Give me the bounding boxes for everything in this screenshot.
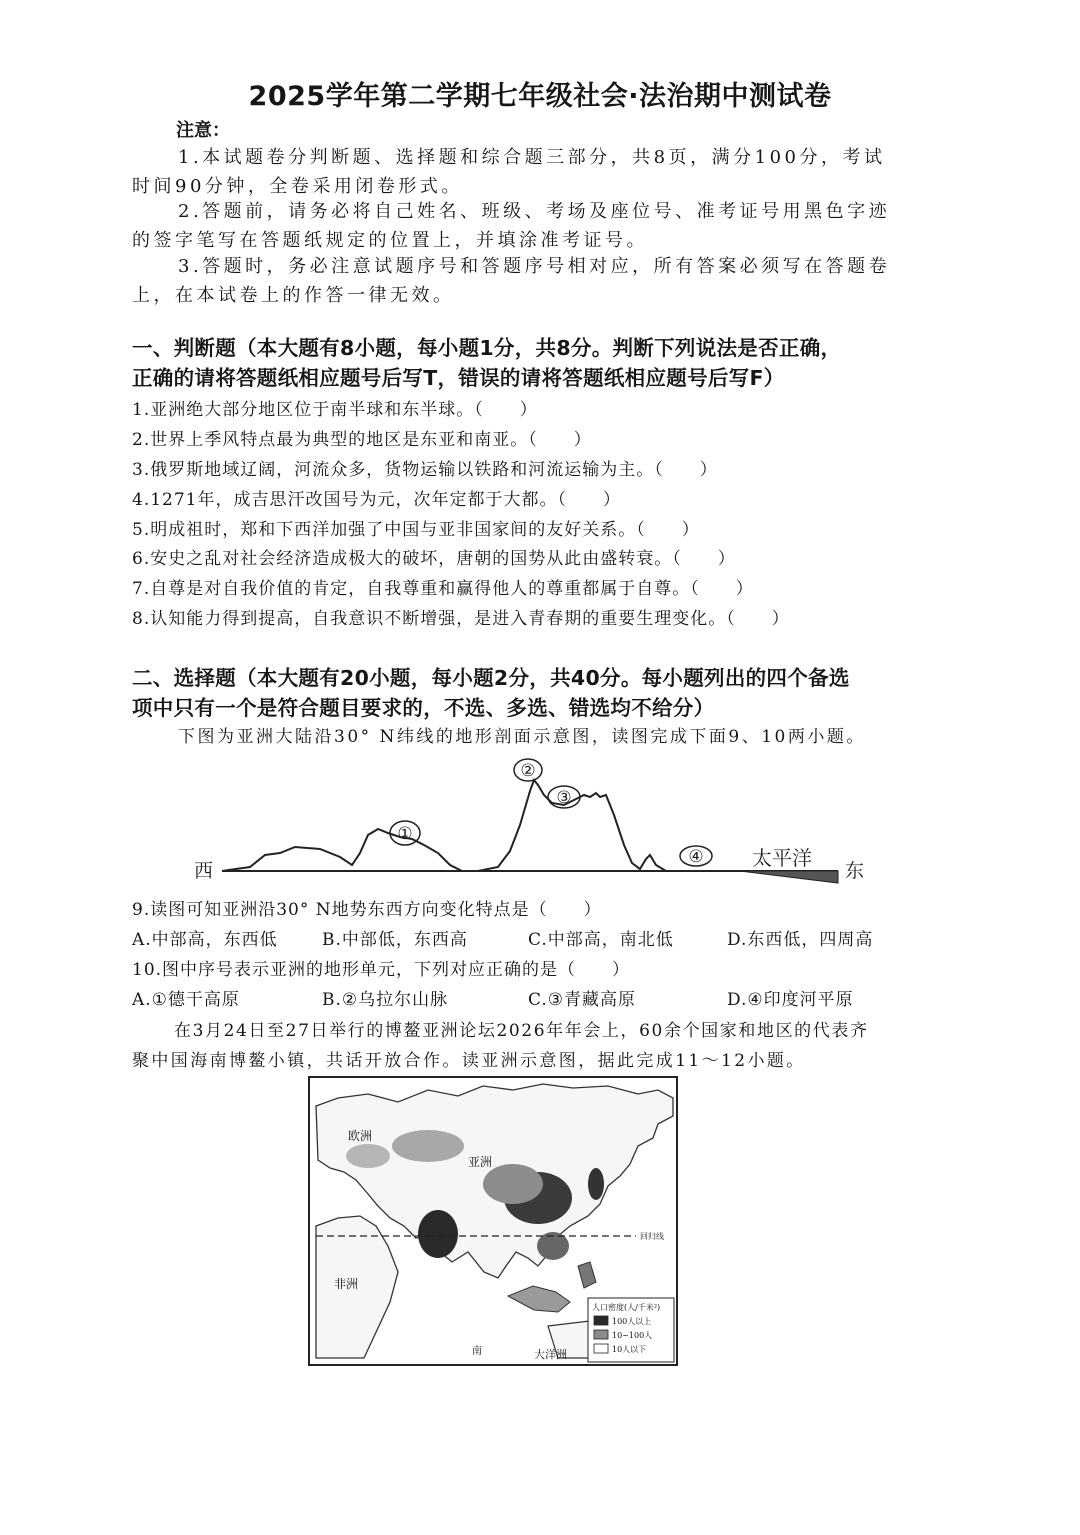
legend-swatch-low <box>594 1344 608 1353</box>
marker-2: ② <box>520 761 536 781</box>
q9-option-b: B.中部低，东西高 <box>322 930 468 950</box>
notice-line-2: 时间90分钟，全卷采用闭卷形式。 <box>132 176 463 197</box>
japan-dense <box>588 1168 604 1200</box>
question-5: 5.明成祖时，郑和下西洋加强了中国与亚非国家间的友好关系。（ ） <box>132 520 700 540</box>
q10-option-b: B.②乌拉尔山脉 <box>322 990 449 1010</box>
question-3: 3.俄罗斯地域辽阔，河流众多，货物运输以铁路和河流运输为主。（ ） <box>132 460 718 480</box>
question-8: 8.认知能力得到提高，自我意识不断增强，是进入青春期的重要生理变化。（ ） <box>132 609 790 629</box>
legend-title: 人口密度(人/千米²) <box>592 1303 661 1312</box>
legend-swatch-high <box>594 1316 608 1325</box>
notice-heading: 注意： <box>176 120 230 141</box>
legend-item-low: 10人以下 <box>612 1345 647 1354</box>
notice-line-6: 上，在本试卷上的作答一律无效。 <box>132 285 455 306</box>
q9-option-a: A.中部高，东西低 <box>132 930 278 950</box>
q9-option-c: C.中部高，南北低 <box>528 930 674 950</box>
question-9: 9.读图可知亚洲沿30° N地势东西方向变化特点是（ ） <box>132 900 602 920</box>
label-bottom-left: 南 <box>472 1346 482 1357</box>
section1-heading-line1: 一、判断题（本大题有8小题，每小题1分，共8分。判断下列说法是否正确， <box>132 336 842 360</box>
central-asia-medium <box>392 1130 464 1162</box>
west-asia-light <box>346 1144 390 1168</box>
label-africa: 非洲 <box>334 1277 359 1291</box>
east-label: 东 <box>845 860 865 882</box>
marker-1: ① <box>397 824 413 844</box>
question-6: 6.安史之乱对社会经济造成极大的破坏，唐朝的国势从此由盛转衰。（ ） <box>132 549 736 569</box>
china-medium <box>483 1164 543 1204</box>
marker-4: ④ <box>688 847 704 867</box>
india-dense <box>418 1210 458 1258</box>
q10-option-d: D.④印度河平原 <box>727 990 854 1010</box>
marker-3: ③ <box>556 788 572 808</box>
section2-intro-2-line2: 聚中国海南博鳌小镇，共话开放合作。读亚洲示意图，据此完成11～12小题。 <box>132 1051 806 1071</box>
section2-heading-line2: 项中只有一个是符合题目要求的，不选、多选、错选均不给分） <box>132 696 715 720</box>
section2-heading-line1: 二、选择题（本大题有20小题，每小题2分，共40分。每小题列出的四个备选 <box>132 666 850 690</box>
asia-population-map <box>308 1076 680 1368</box>
notice-line-5: 3.答题时，务必注意试题序号和答题序号相对应，所有答案必须写在答题卷 <box>178 256 891 277</box>
question-2: 2.世界上季风特点最为典型的地区是东亚和南亚。（ ） <box>132 430 592 450</box>
page-title: 2025学年第二学期七年级社会·法治期中测试卷 <box>248 81 832 112</box>
legend-item-high: 100人以上 <box>612 1317 652 1326</box>
question-10: 10.图中序号表示亚洲的地形单元，下列对应正确的是（ ） <box>132 960 631 980</box>
label-europe: 欧洲 <box>348 1129 373 1143</box>
notice-line-1: 1.本试题卷分判断题、选择题和综合题三部分，共8页，满分100分，考试 <box>178 147 886 168</box>
q9-option-d: D.东西低，四周高 <box>727 930 874 950</box>
question-1: 1.亚洲绝大部分地区位于南半球和东半球。（ ） <box>132 400 538 420</box>
label-oceania: 大洋洲 <box>534 1348 567 1361</box>
terrain-profile-diagram <box>180 755 900 890</box>
west-label: 西 <box>194 860 214 882</box>
ocean-slope <box>740 871 838 883</box>
question-7: 7.自尊是对自我价值的肯定，自我尊重和赢得他人的尊重都属于自尊。（ ） <box>132 579 754 599</box>
notice-line-3: 2.答题前，请务必将自己姓名、班级、考场及座位号、准考证号用黑色字迹 <box>178 201 891 222</box>
question-4: 4.1271年，成吉思汗改国号为元，次年定都于大都。（ ） <box>132 490 621 510</box>
tropic-label: 回归线 <box>640 1232 664 1241</box>
pacific-label: 太平洋 <box>752 846 812 870</box>
section2-intro-2-line1: 在3月24日至27日举行的博鳌亚洲论坛2026年年会上，60余个国家和地区的代表齐 <box>174 1021 869 1041</box>
notice-line-4: 的签字笔写在答题纸规定的位置上，并填涂准考证号。 <box>132 230 648 251</box>
section1-heading-line2: 正确的请将答题纸相应题号后写T，错误的请将答题纸相应题号后写F） <box>132 366 785 390</box>
section2-intro-1: 下图为亚洲大陆沿30° N纬线的地形剖面示意图，读图完成下面9、10两小题。 <box>178 727 866 747</box>
terrain-outline <box>222 780 666 871</box>
label-asia: 亚洲 <box>468 1155 493 1169</box>
legend-item-medium: 10~100人 <box>612 1331 653 1340</box>
q10-option-a: A.①德干高原 <box>132 990 240 1010</box>
q10-option-c: C.③青藏高原 <box>528 990 637 1010</box>
legend-swatch-medium <box>594 1330 608 1339</box>
